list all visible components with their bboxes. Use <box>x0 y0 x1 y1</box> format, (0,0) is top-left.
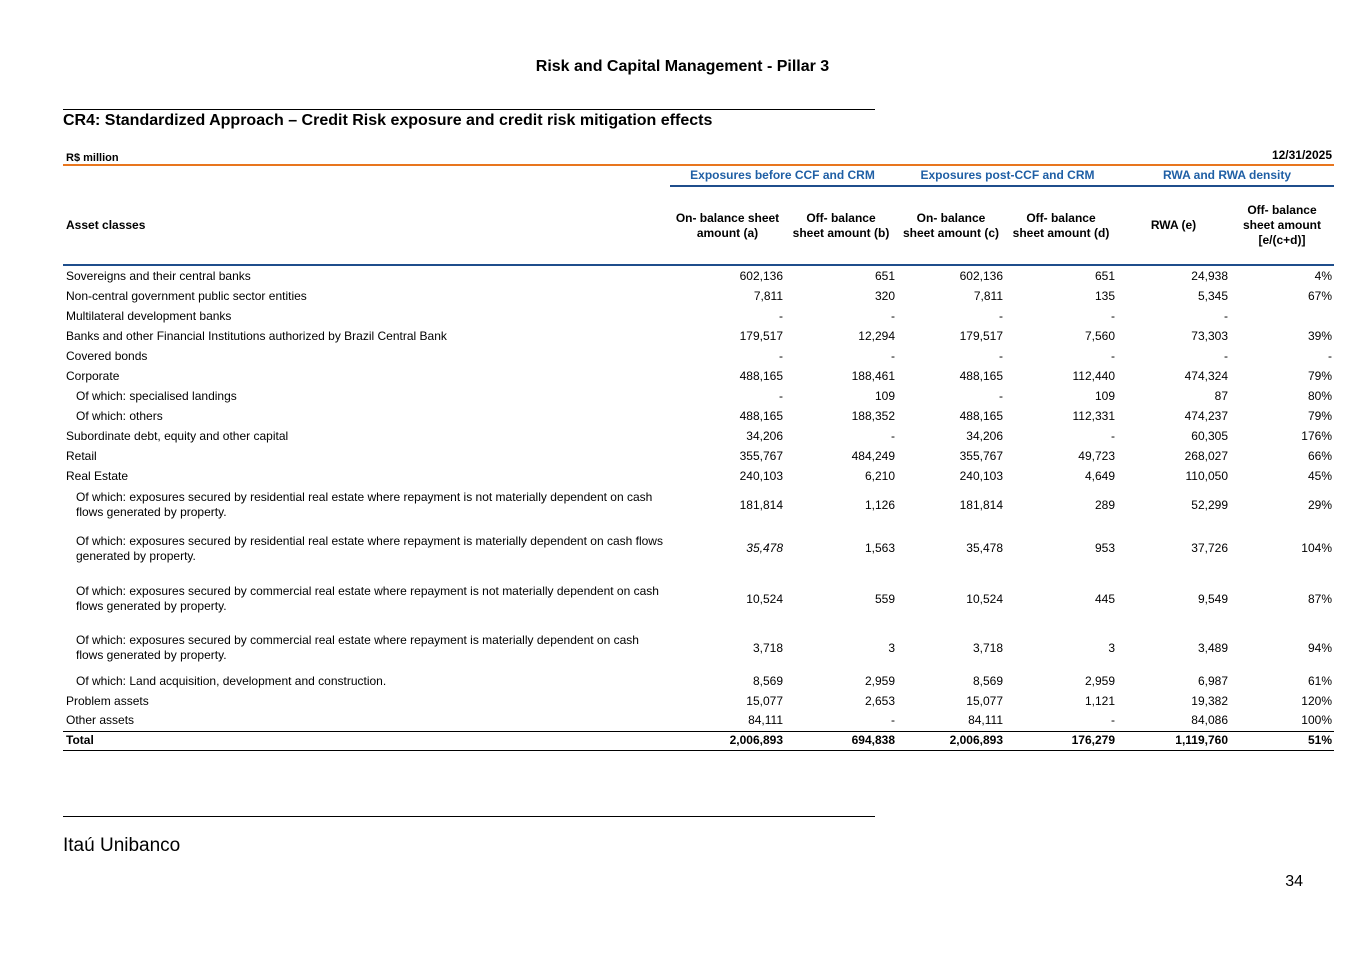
unit-label: R$ million <box>66 152 119 164</box>
cell-a: 181,814 <box>739 497 783 512</box>
cell-a: - <box>779 348 783 363</box>
row-label: Non-central government public sector entities <box>66 288 307 303</box>
cell-e: 474,237 <box>1184 408 1228 423</box>
cell-e: 60,305 <box>1191 428 1228 443</box>
cell-e: 87 <box>1214 388 1228 403</box>
cell-c: 10,524 <box>966 591 1003 606</box>
cell-e: 52,299 <box>1191 497 1228 512</box>
cell-e: - <box>1224 348 1228 363</box>
cell-f <box>1230 306 1334 326</box>
cell-e: 84,086 <box>1191 713 1228 728</box>
table-row <box>63 573 1334 625</box>
reference-date: 12/31/2025 <box>1271 148 1332 162</box>
column-header-f-line1: Off- balance <box>1247 203 1317 217</box>
table-row <box>63 406 1334 426</box>
cell-d: 2,959 <box>1084 673 1115 688</box>
row-label: Of which: exposures secured by residential real estate where repayment is not materially dependent on cash flows generated by property. <box>76 490 653 519</box>
cell-c: - <box>999 308 1003 323</box>
table-row <box>63 691 1334 711</box>
cell-e: 9,549 <box>1197 591 1228 606</box>
cell-f: 61% <box>1307 673 1332 688</box>
column-header-b-line2: sheet amount (b) <box>792 226 890 240</box>
row-label: Covered bonds <box>66 348 148 363</box>
cell-d: 49,723 <box>1078 448 1115 463</box>
cell-a: 34,206 <box>746 428 783 443</box>
cell-a: 15,077 <box>746 693 783 708</box>
row-label: Corporate <box>66 368 120 383</box>
cell-c: 3,718 <box>972 640 1003 655</box>
cell-e: 24,938 <box>1191 268 1228 283</box>
cell-e: 37,726 <box>1191 541 1228 555</box>
cell-c: 84,111 <box>968 713 1003 728</box>
section-title: CR4: Standardized Approach – Credit Risk exposure and credit risk mitigation effects <box>63 112 713 129</box>
cell-c: 179,517 <box>959 328 1003 343</box>
cell-d: 7,560 <box>1084 328 1115 343</box>
cell-f: 80% <box>1307 388 1332 403</box>
table-row <box>63 524 1334 573</box>
total-row <box>63 731 1334 750</box>
column-header-f <box>1230 203 1334 248</box>
page-number: 34 <box>1285 873 1303 890</box>
cell-d: 112,440 <box>1072 368 1115 383</box>
cell-d: 651 <box>1094 268 1115 283</box>
cell-f: 104% <box>1301 541 1332 555</box>
cell-b: - <box>891 428 895 443</box>
cell-d: 135 <box>1094 288 1115 303</box>
cell-a: - <box>779 308 783 323</box>
cell-d: - <box>1111 428 1115 443</box>
cell-c: 355,767 <box>959 448 1003 463</box>
table-row <box>63 286 1334 306</box>
table-row <box>63 625 1334 671</box>
row-label: Other assets <box>66 713 135 728</box>
row-label: Retail <box>66 448 97 463</box>
cell-f: 4% <box>1314 268 1332 283</box>
cell-d: - <box>1111 713 1115 728</box>
column-header-e <box>1117 218 1230 233</box>
row-label: Multilateral development banks <box>66 308 232 323</box>
cell-d: - <box>1111 308 1115 323</box>
row-label: Of which: specialised landings <box>76 388 237 403</box>
column-header-a <box>670 211 785 241</box>
column-header-c <box>897 211 1005 241</box>
column-header-b-line1: Off- balance <box>806 211 876 225</box>
cell-f: 120% <box>1301 693 1332 708</box>
cell-b: 188,461 <box>851 368 895 383</box>
cell-a: 488,165 <box>739 408 783 423</box>
cell-d: 112,331 <box>1072 408 1115 423</box>
cell-b: - <box>891 308 895 323</box>
column-header-d-line1: Off- balance <box>1026 211 1096 225</box>
cr4-table <box>63 266 1334 751</box>
cell-b: 109 <box>874 388 895 403</box>
table-row <box>63 486 1334 524</box>
cell-c: 35,478 <box>966 541 1003 555</box>
cell-f: 45% <box>1307 468 1332 483</box>
footer-brand: Itaú Unibanco <box>63 835 181 856</box>
cell-d: 4,649 <box>1084 468 1115 483</box>
cell-b: 2,653 <box>864 693 895 708</box>
cell-a: 35,478 <box>746 541 783 555</box>
column-header-e-line1: RWA (e) <box>1150 218 1197 232</box>
total-a: 2,006,893 <box>670 731 785 750</box>
document-header: Risk and Capital Management - Pillar 3 <box>535 58 830 75</box>
total-f: 51% <box>1230 731 1334 750</box>
cell-d: 953 <box>1094 541 1115 555</box>
cell-c: 34,206 <box>966 428 1003 443</box>
column-header-f-line3: [e/(c+d)] <box>1258 233 1306 247</box>
table-row <box>63 386 1334 406</box>
row-label: Problem assets <box>66 693 149 708</box>
cell-d: 289 <box>1094 497 1115 512</box>
cell-b: 484,249 <box>851 448 895 463</box>
cell-c: 240,103 <box>959 468 1003 483</box>
cell-a: 7,811 <box>753 288 783 303</box>
table-row <box>63 346 1334 366</box>
top-divider <box>63 109 875 110</box>
column-header-c-line1: On- balance <box>916 211 986 225</box>
cell-f: 100% <box>1301 713 1332 728</box>
cell-a: 84,111 <box>748 713 783 728</box>
row-label: Of which: exposures secured by commercial real estate where repayment is materially dependent on cash flows generated by property. <box>76 633 639 662</box>
cell-c: 488,165 <box>959 408 1003 423</box>
cell-d: 3 <box>1108 640 1115 655</box>
table-row <box>63 711 1334 731</box>
column-header-c-line2: sheet amount (c) <box>902 226 999 240</box>
cell-b: 1,126 <box>864 497 895 512</box>
cell-b: 559 <box>874 591 895 606</box>
cell-c: 181,814 <box>959 497 1003 512</box>
group-header-rwa: RWA and RWA density <box>1162 168 1291 182</box>
group-header-post-ccf: Exposures post-CCF and CRM <box>920 168 1095 182</box>
row-label: Subordinate debt, equity and other capital <box>66 428 289 443</box>
cell-a: 602,136 <box>739 268 783 283</box>
row-label: Of which: others <box>76 408 163 423</box>
cell-e: 3,489 <box>1197 640 1228 655</box>
row-label: Banks and other Financial Institutions authorized by Brazil Central Bank <box>66 328 447 343</box>
table-row <box>63 366 1334 386</box>
column-header-asset-classes: Asset classes <box>66 218 146 232</box>
cell-f: 176% <box>1301 428 1332 443</box>
cell-e: 73,303 <box>1191 328 1228 343</box>
cell-b: 188,352 <box>851 408 895 423</box>
cell-e: 268,027 <box>1184 448 1228 463</box>
table-row <box>63 266 1334 286</box>
cell-a: 179,517 <box>739 328 783 343</box>
cell-d: - <box>1111 348 1115 363</box>
cell-c: - <box>999 388 1003 403</box>
cell-a: 488,165 <box>739 368 783 383</box>
cell-e: 19,382 <box>1191 693 1228 708</box>
column-header-b <box>785 211 897 241</box>
table-row <box>63 326 1334 346</box>
cell-f: 29% <box>1307 497 1332 512</box>
bottom-divider <box>63 816 875 817</box>
cell-e: 5,345 <box>1197 288 1228 303</box>
cell-a: 3,718 <box>752 640 783 655</box>
cell-d: 1,121 <box>1084 693 1115 708</box>
row-label: Of which: Land acquisition, development and construction. <box>76 673 387 688</box>
cell-e: - <box>1224 308 1228 323</box>
cell-b: 1,563 <box>864 541 895 555</box>
cell-d: 109 <box>1094 388 1115 403</box>
cell-e: 110,050 <box>1185 468 1228 483</box>
column-header-a-line2: amount (a) <box>696 226 759 240</box>
cell-e: 474,324 <box>1184 368 1228 383</box>
cell-f: 39% <box>1307 328 1332 343</box>
cell-c: 7,811 <box>973 288 1003 303</box>
cell-f: 67% <box>1307 288 1332 303</box>
column-header-d <box>1005 211 1117 241</box>
cell-f: 66% <box>1307 448 1332 463</box>
group-header-underline <box>670 185 1334 187</box>
cell-c: 8,569 <box>972 673 1003 688</box>
table-row <box>63 671 1334 691</box>
cell-f: 94% <box>1307 640 1332 655</box>
cell-a: 355,767 <box>739 448 783 463</box>
cell-a: 8,569 <box>752 673 783 688</box>
cell-b: 2,959 <box>864 673 895 688</box>
row-label: Of which: exposures secured by commercial real estate where repayment is not materially dependent on cash flows generated by property. <box>76 584 659 613</box>
total-b: 694,838 <box>785 731 897 750</box>
cell-a: 10,524 <box>746 591 783 606</box>
cell-c: 488,165 <box>959 368 1003 383</box>
cell-b: 320 <box>874 288 895 303</box>
cell-b: - <box>891 348 895 363</box>
cell-b: 6,210 <box>864 468 895 483</box>
cell-b: - <box>891 713 895 728</box>
row-label: Of which: exposures secured by residential real estate where repayment is materially dependent on cash flows generated by property. <box>76 533 663 563</box>
total-label: Total <box>63 731 670 750</box>
cell-f: 79% <box>1307 368 1332 383</box>
column-header-d-line2: sheet amount (d) <box>1012 226 1110 240</box>
cell-f: - <box>1328 348 1332 363</box>
cell-b: 651 <box>874 268 895 283</box>
table-row <box>63 446 1334 466</box>
column-header-a-line1: On- balance sheet <box>675 211 780 225</box>
column-header-f-line2: sheet amount <box>1242 218 1321 232</box>
total-d: 176,279 <box>1005 731 1117 750</box>
row-label: Sovereigns and their central banks <box>66 268 251 283</box>
cell-b: 3 <box>888 640 895 655</box>
cell-b: 12,294 <box>858 328 895 343</box>
cell-a: - <box>779 388 783 403</box>
row-label: Real Estate <box>66 468 129 483</box>
cell-e: 6,987 <box>1197 673 1228 688</box>
group-header-before-ccf: Exposures before CCF and CRM <box>690 168 875 182</box>
cell-d: 445 <box>1094 591 1115 606</box>
table-row <box>63 426 1334 446</box>
cell-f: 87% <box>1307 591 1332 606</box>
cell-c: - <box>999 348 1003 363</box>
orange-divider <box>63 164 1334 166</box>
cell-f: 79% <box>1307 408 1332 423</box>
table-row <box>63 306 1334 326</box>
cell-c: 15,077 <box>966 693 1003 708</box>
total-e: 1,119,760 <box>1117 731 1230 750</box>
table-row <box>63 466 1334 486</box>
cell-c: 602,136 <box>959 268 1003 283</box>
cell-a: 240,103 <box>739 468 783 483</box>
total-c: 2,006,893 <box>897 731 1005 750</box>
